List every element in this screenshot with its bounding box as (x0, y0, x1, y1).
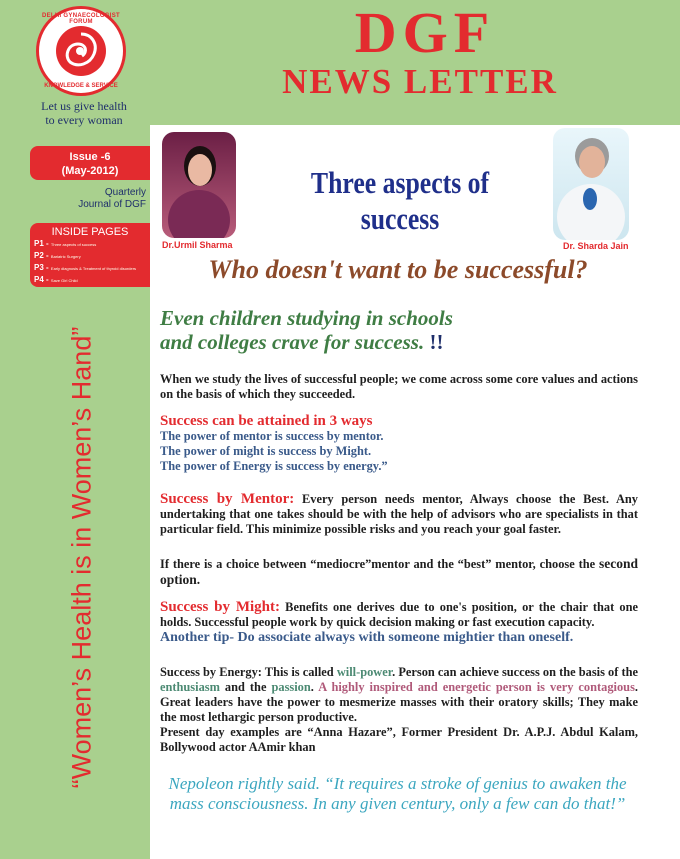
mentor-heading: Success by Mentor: (160, 491, 295, 507)
article-lead (160, 306, 490, 354)
paragraph-mentor (160, 492, 638, 537)
tagline (16, 99, 152, 127)
energy-highlight: will-power (336, 665, 393, 679)
ribbon-shape (583, 188, 597, 210)
logo-name-text: DELHI GYNAECOLOGIST FORUM (41, 13, 121, 25)
page-number: P4 - (34, 275, 49, 284)
page-topic: Three aspects of success (50, 242, 97, 247)
choice-text: If there is a choice between “mediocre”mentor and the “best” mentor, choose the (160, 557, 599, 571)
inside-pages-item[interactable] (34, 238, 146, 250)
masthead-subtitle: NEWS LETTER (282, 62, 558, 101)
closing-quote: Nepoleon rightly said. “It requires a stroke of genius to awaken the mass consciousness. In any given century, only a few can do that!” (168, 774, 627, 813)
portrait-right (553, 128, 629, 240)
portrait-left (162, 132, 236, 238)
choice-emphasis: second option. (160, 556, 638, 587)
three-ways-section (160, 414, 638, 474)
page-topic: Bariatric Surgery (50, 254, 81, 259)
tagline-line: to every woman (45, 113, 123, 127)
issue-badge (30, 146, 150, 180)
lead-text: Even children studying in schools and colleges crave for success. (160, 306, 453, 354)
page-number: P2 - (34, 251, 49, 260)
issue-number: Issue -6 (69, 151, 111, 163)
might-heading: Success by Might: (160, 599, 280, 615)
journal-type (30, 187, 146, 211)
energy-highlight: A highly inspired and energetic person is very contagious (318, 680, 635, 694)
examples-text: Present day examples are “Anna Hazare”, Former President Dr. A.P.J. Abdul Kalam, Bollywood actor AAmir khan (160, 725, 638, 754)
journal-type-line: Journal of DGF (78, 199, 146, 210)
face-shape (188, 154, 212, 186)
energy-text: . (310, 680, 319, 694)
journal-type-line: Quarterly (104, 187, 146, 198)
way-item: The power of mentor is success by mentor. (160, 429, 384, 443)
energy-text: and the (219, 680, 272, 694)
vertical-slogan: “Women’s Health is in Women’s Hand” (66, 326, 97, 789)
paragraph-choice (160, 556, 638, 588)
energy-highlight: enthusiasm (160, 680, 220, 694)
shoulders-shape (168, 190, 230, 238)
energy-text: . Great leaders have the power to mesmerize masses with their oratory skills; They make the most lethargic person productive. (160, 680, 638, 724)
paragraph-energy (160, 665, 638, 755)
three-ways-heading: Success can be attained in 3 ways (160, 413, 373, 429)
inside-pages-box (30, 223, 150, 287)
energy-text: Success by Energy: This is called (160, 665, 337, 679)
logo-motto-text: KNOWLEDGE & SERVICE (44, 83, 118, 89)
face-shape (579, 146, 605, 178)
page-topic: Save Girl Child (50, 278, 78, 283)
inside-pages-item[interactable] (34, 274, 146, 286)
inside-pages-item[interactable] (34, 250, 146, 262)
article-title: Three aspects of success (310, 165, 490, 236)
article-question: Who doesn't want to be successful? (208, 255, 588, 284)
inside-pages-item[interactable] (34, 262, 146, 274)
way-item: The power of might is success by Might. (160, 444, 372, 458)
energy-text: . Person can achieve success on the basis of the (392, 665, 639, 679)
paragraph-intro: When we study the lives of successful people; we come across some core values and actions on the basis of which they succeeded. (160, 372, 638, 401)
page-topic: Early diagnosis & Treatment of thyroid disorders (50, 266, 137, 271)
inside-pages-title: INSIDE PAGES (51, 226, 129, 238)
masthead-title: DGF (354, 0, 496, 65)
way-item: The power of Energy is success by energy.” (160, 459, 388, 473)
mother-child-emblem-icon (56, 26, 106, 76)
issue-date: (May-2012) (61, 165, 119, 177)
dgf-logo (36, 6, 126, 96)
page-number: P1 - (34, 239, 49, 248)
might-tip: Another tip- Do associate always with someone mightier than oneself. (160, 630, 574, 645)
energy-highlight: passion (271, 680, 311, 694)
page-number: P3 - (34, 263, 49, 272)
portrait-right-caption: Dr. Sharda Jain (563, 241, 629, 251)
lead-suffix: !! (424, 330, 444, 354)
might-text: Benefits one derives due to one's position, or the chair that one holds. Successful people work by quick decision making or fast execution capacity. (160, 600, 638, 629)
mentor-text: Every person needs mentor, Always choose the Best. Any undertaking that one takes should be with the help of advisors who are specialists in that particular field. This minimize possible risks and you reach your goal faster. (160, 492, 639, 536)
paragraph-might (160, 600, 638, 645)
tagline-line: Let us give health (41, 99, 127, 113)
portrait-left-caption: Dr.Urmil Sharma (162, 240, 233, 250)
